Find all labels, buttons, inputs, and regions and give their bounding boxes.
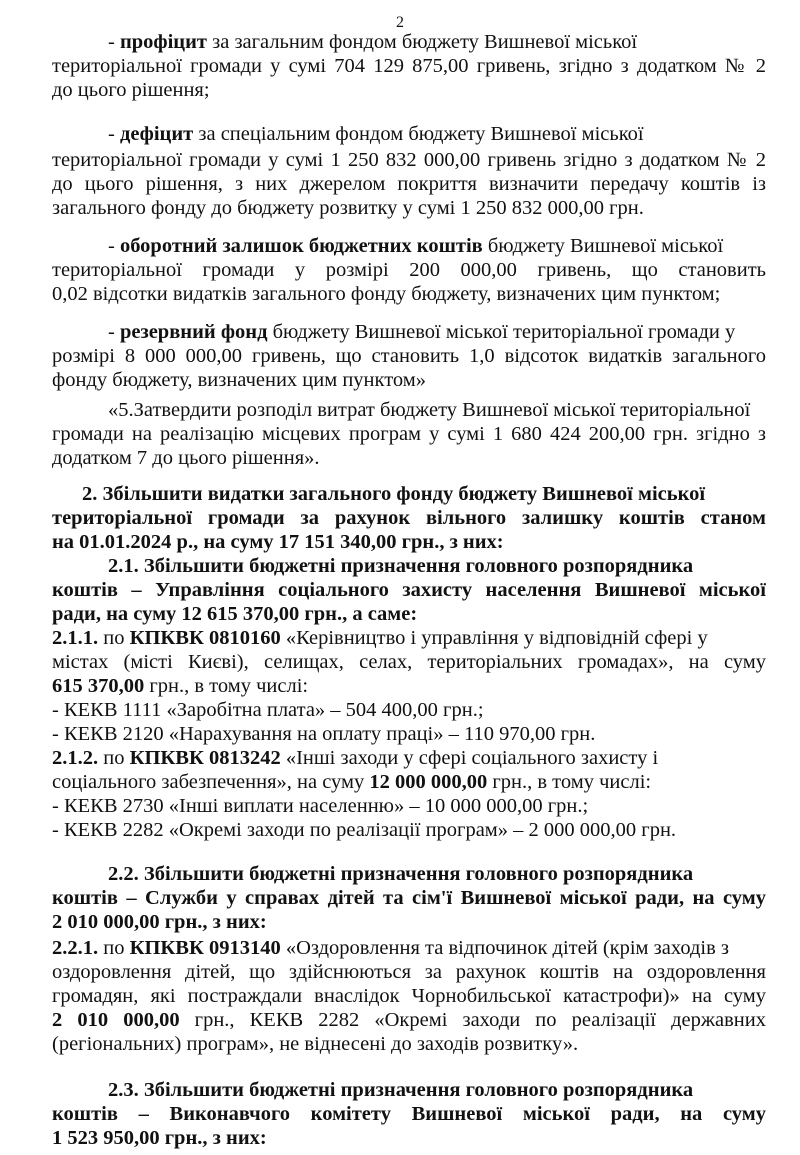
text-line: коштів – Служби у справах дітей та сім'ї Вишневої міської ради, на суму bbox=[52, 887, 766, 909]
text-line: - КЕКВ 1111 «Заробітна плата» – 504 400,00 грн.; bbox=[52, 699, 484, 721]
text-line: - КЕКВ 2730 «Інші виплати населенню» – 10 000 000,00 грн.; bbox=[52, 795, 589, 817]
text-line: - профіцит за загальним фондом бюджету Вишневої міської bbox=[108, 31, 638, 53]
text-line: - резервний фонд бюджету Вишневої міської територіальної громади у bbox=[108, 321, 736, 343]
text-line: 2.1.1. по КПКВК 0810160 «Керівництво і управління у відповідній сфері у bbox=[52, 627, 708, 649]
text-line: - дефіцит за спеціальним фондом бюджету Вишневої міської bbox=[108, 123, 644, 145]
text-line: фонду бюджету, визначених цим пунктом» bbox=[52, 369, 426, 391]
text-line: територіальної громади у розмірі 200 000,00 гривень, що становить bbox=[52, 259, 766, 281]
text-line: «5.Затвердити розподіл витрат бюджету Вишневої міської територіальної bbox=[108, 399, 751, 421]
text-line: територіальної громади у сумі 704 129 875,00 гривень, згідно з додатком № 2 bbox=[52, 55, 766, 77]
text-line: коштів – Управління соціального захисту населення Вишневої міської bbox=[52, 579, 766, 601]
text-line: коштів – Виконавчого комітету Вишневої міської ради, на суму bbox=[52, 1103, 766, 1125]
text-line: (регіональних) програм», не віднесені до заходів розвитку». bbox=[52, 1033, 579, 1055]
text-line: 2 010 000,00 грн., з них: bbox=[52, 911, 267, 933]
text-line: 2.1. Збільшити бюджетні призначення головного розпорядника bbox=[108, 555, 694, 577]
page-number: 2 bbox=[396, 14, 404, 31]
text-line: громади на реалізацію місцевих програм у сумі 1 680 424 200,00 грн. згідно з bbox=[52, 423, 766, 445]
text-line: - КЕКВ 2282 «Окремі заходи по реалізації програм» – 2 000 000,00 грн. bbox=[52, 819, 677, 841]
text-line: загального фонду до бюджету розвитку у сумі 1 250 832 000,00 грн. bbox=[52, 197, 644, 219]
text-line: - КЕКВ 2120 «Нарахування на оплату праці» – 110 970,00 грн. bbox=[52, 723, 596, 745]
text-line: оздоровлення дітей, що здійснюються за рахунок коштів на оздоровлення bbox=[52, 961, 766, 983]
text-line: 0,02 відсотки видатків загального фонду бюджету, визначених цим пунктом; bbox=[52, 283, 721, 305]
text-line: на 01.01.2024 р., на суму 17 151 340,00 грн., з них: bbox=[52, 531, 504, 553]
text-line: територіальної громади у сумі 1 250 832 000,00 гривень згідно з додатком № 2 bbox=[52, 149, 766, 171]
text-line: до цього рішення, з них джерелом покриття визначити передачу коштів із bbox=[52, 173, 766, 195]
text-line: 2. Збільшити видатки загального фонду бюджету Вишневої міської bbox=[82, 483, 706, 505]
text-line: 2 010 000,00 грн., КЕКВ 2282 «Окремі заходи по реалізації державних bbox=[52, 1009, 766, 1031]
text-line: 1 523 950,00 грн., з них: bbox=[52, 1127, 267, 1149]
text-line: територіальної громади за рахунок вільного залишку коштів станом bbox=[52, 507, 766, 529]
text-line: - оборотний залишок бюджетних коштів бюджету Вишневої міської bbox=[108, 235, 724, 257]
text-line: містах (місті Києві), селищах, селах, територіальних громадах», на суму bbox=[52, 651, 766, 673]
text-line: до цього рішення; bbox=[52, 79, 210, 101]
text-line: 2.2. Збільшити бюджетні призначення головного розпорядника bbox=[108, 863, 694, 885]
text-line: 615 370,00 грн., в тому числі: bbox=[52, 675, 309, 697]
text-line: розмірі 8 000 000,00 гривень, що становить 1,0 відсоток видатків загального bbox=[52, 345, 766, 367]
text-line: 2.3. Збільшити бюджетні призначення головного розпорядника bbox=[108, 1079, 694, 1101]
text-line: 2.1.2. по КПКВК 0813242 «Інші заходи у сфері соціального захисту і bbox=[52, 747, 659, 769]
text-line: громадян, які постраждали внаслідок Чорнобильської катастрофи)» на суму bbox=[52, 985, 766, 1007]
text-line: соціального забезпечення», на суму 12 000 000,00 грн., в тому числі: bbox=[52, 771, 652, 793]
text-line: 2.2.1. по КПКВК 0913140 «Оздоровлення та відпочинок дітей (крім заходів з bbox=[52, 937, 730, 959]
text-line: ради, на суму 12 615 370,00 грн., а саме: bbox=[52, 603, 418, 625]
text-line: додатком 7 до цього рішення». bbox=[52, 447, 320, 469]
